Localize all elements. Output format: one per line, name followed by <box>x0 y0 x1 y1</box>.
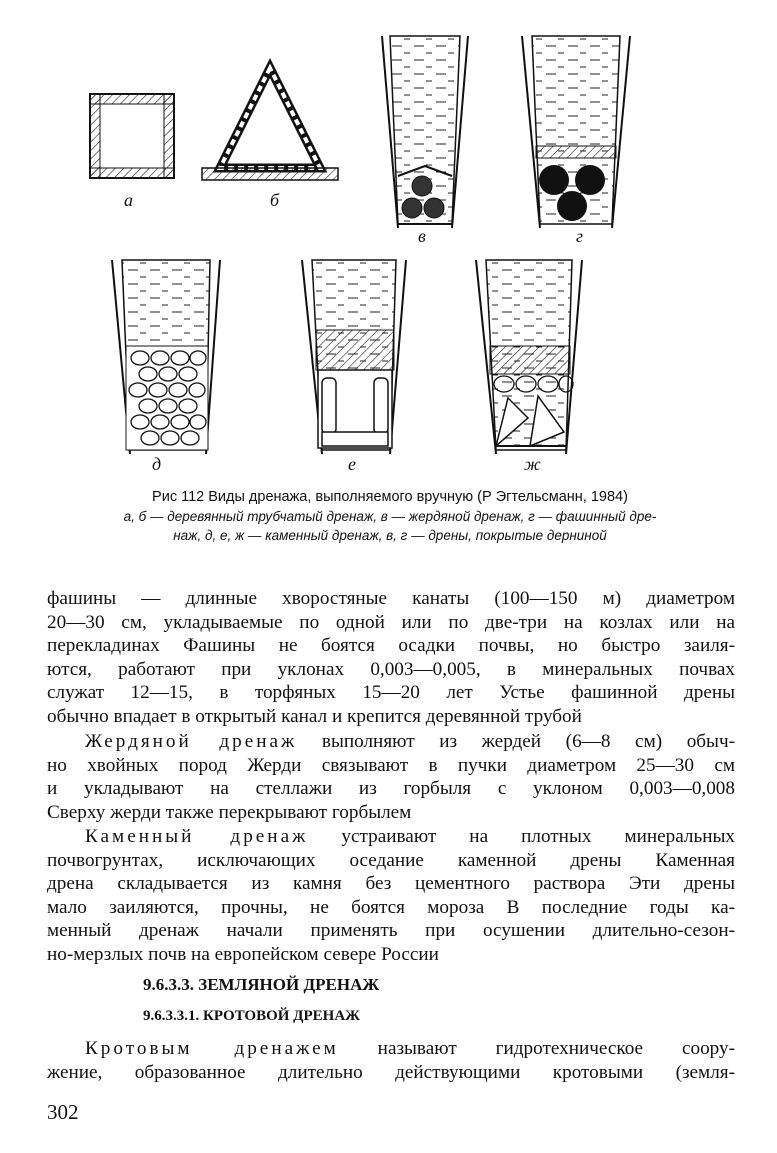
text-line: перекладинах Фашины не боятся осадки почвы, но быстро заиля- <box>47 635 735 657</box>
term-stone-drain: Каменный дренаж <box>85 826 309 847</box>
text-line <box>47 1037 735 1061</box>
text-line: ются, работают при уклонах 0,003—0,005, в минеральных почвах <box>47 658 735 680</box>
figure-caption <box>50 488 730 545</box>
text-line: служат 12—15, в торфяных 15—20 лет Устье фашинной дрены <box>47 682 735 704</box>
drainage-figure <box>60 28 700 478</box>
label-a: а <box>124 190 133 210</box>
section-heading: 9.6.3.3. ЗЕМЛЯНОЙ ДРЕНАЖ <box>143 975 380 994</box>
text-line: обычно впадает в открытый канал и крепится деревянной трубой <box>47 705 582 727</box>
text-fragment: устраивают на плотных минеральных <box>341 826 736 847</box>
drain-e-stone-trench <box>302 260 406 454</box>
label-zh: ж <box>524 454 541 474</box>
term-pole-drain: Жердяной дренаж <box>85 731 298 752</box>
text-line: 20—30 см, укладываемые по одной или по две-три на козлах или на <box>47 611 735 633</box>
drain-v-pole-trench <box>382 36 468 228</box>
label-v: в <box>418 226 426 246</box>
drain-d-stone-trench <box>112 260 220 454</box>
label-b: б <box>270 190 280 210</box>
paragraph-fascine <box>47 587 735 729</box>
text-line: менный дренаж начали применять при осушении длительно-сезон- <box>47 920 735 942</box>
text-line <box>47 730 735 754</box>
text-line: но хвойных пород Жерди связывают в пучки диаметром 25—30 см <box>47 754 735 776</box>
drain-zh-stone-trench <box>476 260 582 454</box>
text-fragment: выполняют из жердей (6—8 см) обыч- <box>321 731 735 752</box>
label-g: г <box>576 226 584 246</box>
label-d: д <box>152 454 162 474</box>
drain-g-fascine-trench <box>522 36 630 228</box>
paragraph-pole-drain <box>47 730 735 824</box>
text-fragment: называют гидротехническое соору- <box>377 1038 735 1059</box>
text-line: и укладывают на стеллажи из горбыля с уклоном 0,003—0,008 <box>47 778 735 800</box>
text-line: Сверху жерди также перекрывают горбылем <box>47 801 412 823</box>
text-line: мало заиляются, прочны, не боятся мороза В последние годы ка- <box>47 896 735 918</box>
text-line: жение, образованное длительно действующими кротовыми (земля- <box>47 1061 735 1083</box>
text-line: почвогрунтах, исключающих оседание каменной дрены Каменная <box>47 849 735 871</box>
text-line: дрена складывается из камня без цементного раствора Эти дрены <box>47 873 735 895</box>
drain-a-square <box>90 94 174 178</box>
text-line: но-мерзлых почв на европейском севере России <box>47 943 439 965</box>
text-line <box>47 825 735 849</box>
paragraph-mole-drain <box>47 1037 735 1084</box>
term-mole-drain: Кротовым дренажем <box>85 1038 339 1059</box>
paragraph-stone-drain <box>47 825 735 967</box>
drain-b-triangle <box>202 68 338 180</box>
page-number: 302 <box>47 1100 79 1124</box>
caption-line-1: Рис 112 Виды дренажа, выполняемого вручную (Р Эгтельсманн, 1984) <box>152 489 628 505</box>
drainage-illustration <box>60 28 700 478</box>
text-line: фашины — длинные хворостяные канаты (100—150 м) диаметром <box>47 588 735 609</box>
caption-line-2: а, б — деревянный трубчатый дренаж, в — жердяной дренаж, г — фашинный дре- <box>123 509 657 524</box>
label-e: е <box>348 454 356 474</box>
subsection-heading: 9.6.3.3.1. КРОТОВОЙ ДРЕНАЖ <box>143 1008 361 1024</box>
caption-line-3: наж, д, е, ж — каменный дренаж, в, г — дрены, покрытые дерниной <box>173 528 607 543</box>
